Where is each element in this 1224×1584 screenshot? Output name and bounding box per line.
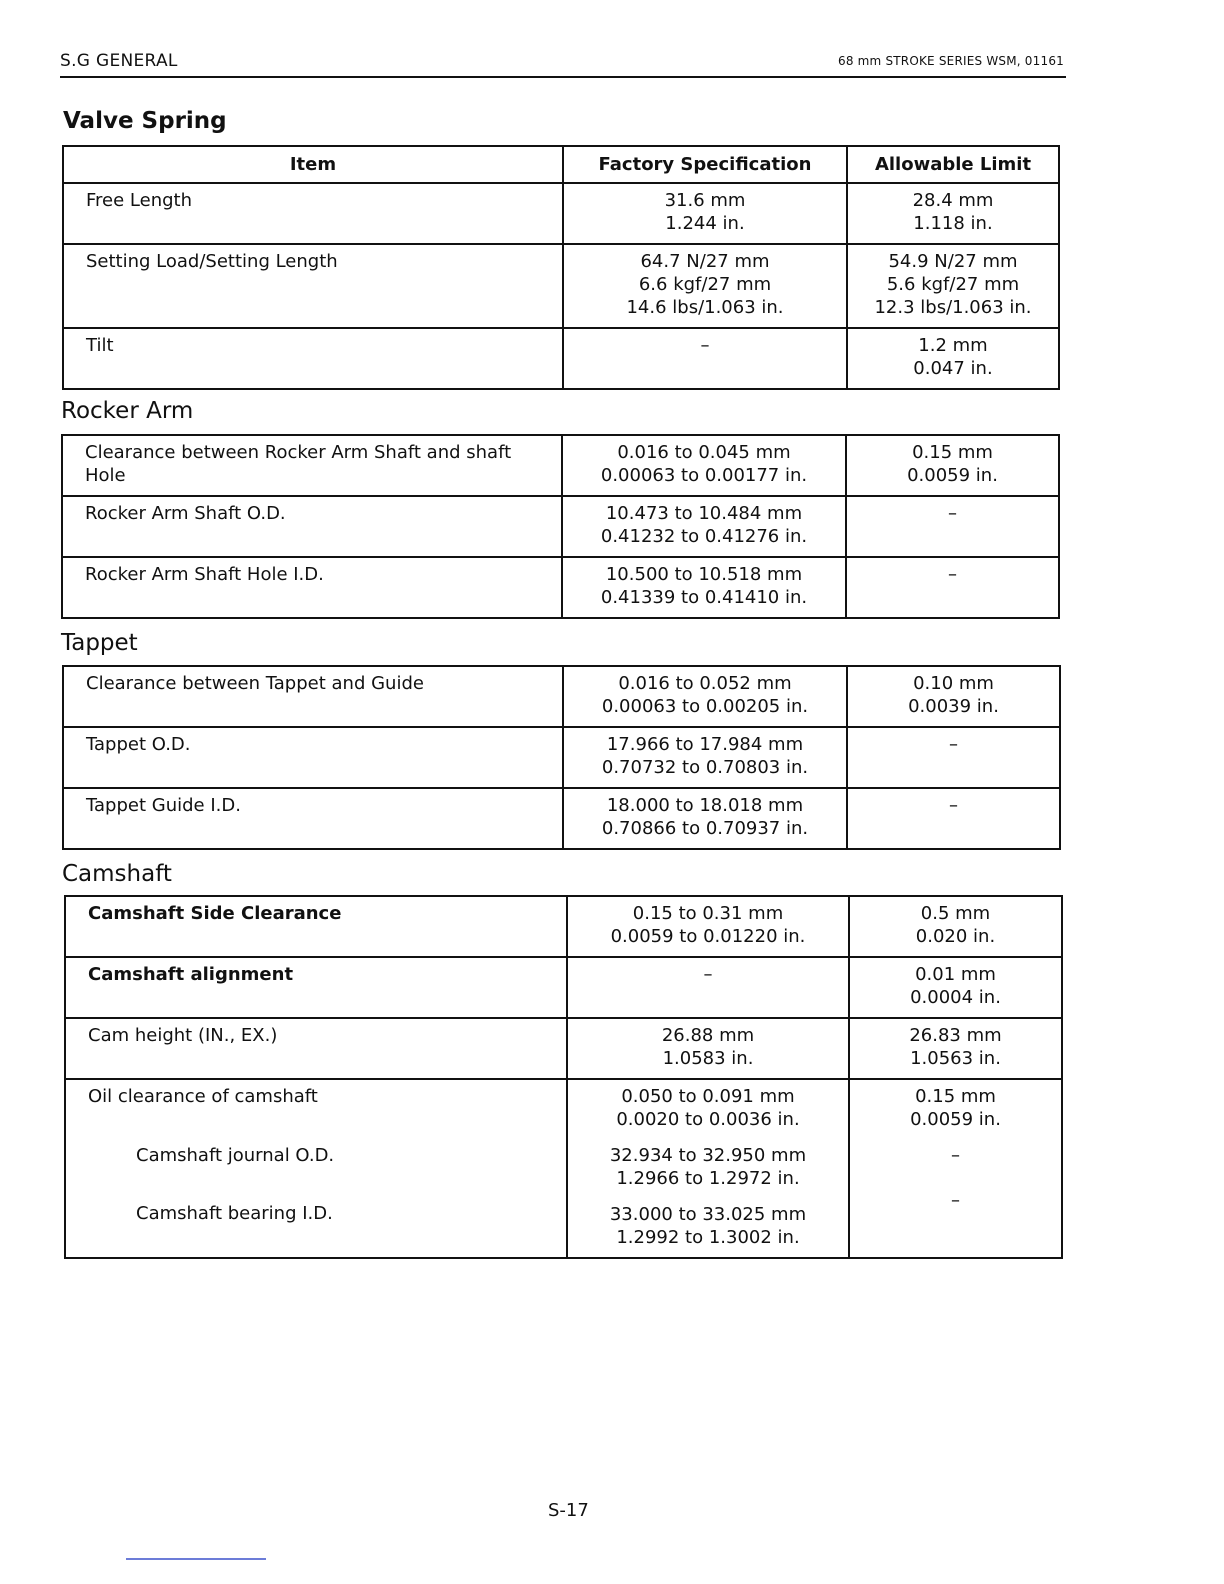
- table-row: [65, 896, 1062, 957]
- allowable-cell: –: [847, 727, 1060, 788]
- item-cell: Free Length: [63, 183, 563, 244]
- tappet-title: Tappet: [61, 630, 138, 656]
- header-manual-ref: 68 mm STROKE SERIES WSM, 01161: [837, 54, 1064, 68]
- table-row: [62, 435, 1059, 496]
- item-cell: Setting Load/Setting Length: [63, 244, 563, 328]
- table-row: [65, 1079, 1062, 1258]
- allowable-cell: 54.9 N/27 mm 5.6 kgf/27 mm 12.3 lbs/1.063 in.: [847, 244, 1059, 328]
- item-cell: Clearance between Tappet and Guide: [63, 666, 563, 727]
- item-cell: Cam height (IN., EX.): [65, 1018, 567, 1079]
- footer-rule: [126, 1558, 266, 1560]
- allowable-cell: 28.4 mm 1.118 in.: [847, 183, 1059, 244]
- page-number: S-17: [548, 1500, 589, 1521]
- item-cell: Clearance between Rocker Arm Shaft and shaft Hole: [62, 435, 562, 496]
- factory-cell: 17.966 to 17.984 mm 0.70732 to 0.70803 in.: [563, 727, 847, 788]
- factory-cell: 10.500 to 10.518 mm 0.41339 to 0.41410 in.: [562, 557, 846, 618]
- factory-cell: 31.6 mm 1.244 in.: [563, 183, 847, 244]
- page-header: [60, 48, 1066, 78]
- camshaft-table: [64, 895, 1063, 1259]
- table-row: [63, 328, 1059, 389]
- allowable-cell: –: [846, 496, 1059, 557]
- factory-cell: 26.88 mm 1.0583 in.: [567, 1018, 849, 1079]
- journal-od-label: Camshaft journal O.D.: [136, 1145, 335, 1166]
- table-row: [65, 1018, 1062, 1079]
- factory-cell: 0.016 to 0.045 mm 0.00063 to 0.00177 in.: [562, 435, 846, 496]
- item-cell: Tappet Guide I.D.: [63, 788, 563, 849]
- allowable-cell: –: [847, 788, 1060, 849]
- table-row: [63, 788, 1060, 849]
- factory-cell: 18.000 to 18.018 mm 0.70866 to 0.70937 in.: [563, 788, 847, 849]
- allowable-cell: 0.10 mm 0.0039 in.: [847, 666, 1060, 727]
- table-header-row: [63, 146, 1059, 183]
- table-row: [62, 557, 1059, 618]
- allowable-cell: 1.2 mm 0.047 in.: [847, 328, 1059, 389]
- bearing-id-label: Camshaft bearing I.D.: [136, 1203, 333, 1224]
- allowable-cell: 0.5 mm 0.020 in.: [849, 896, 1062, 957]
- tappet-table: [62, 665, 1061, 850]
- factory-cell: 10.473 to 10.484 mm 0.41232 to 0.41276 in.: [562, 496, 846, 557]
- header-section-title: S.G GENERAL: [60, 51, 178, 71]
- factory-cell: –: [563, 328, 847, 389]
- table-row: [62, 496, 1059, 557]
- allowable-cell: 0.15 mm 0.0059 in.: [846, 435, 1059, 496]
- col-header-allowable: Allowable Limit: [847, 146, 1059, 183]
- col-header-factory: Factory Specification: [563, 146, 847, 183]
- factory-cell: 0.15 to 0.31 mm 0.0059 to 0.01220 in.: [567, 896, 849, 957]
- table-row: [63, 727, 1060, 788]
- factory-cell: 0.016 to 0.052 mm 0.00063 to 0.00205 in.: [563, 666, 847, 727]
- factory-cell: 64.7 N/27 mm 6.6 kgf/27 mm 14.6 lbs/1.063 in.: [563, 244, 847, 328]
- valve-spring-title: Valve Spring: [63, 108, 227, 134]
- table-row: [63, 244, 1059, 328]
- oil-clearance-label: Oil clearance of camshaft: [88, 1086, 318, 1107]
- factory-cell: 0.050 to 0.091 mm 0.0020 to 0.0036 in. 32.934 to 32.950 mm 1.2966 to 1.2972 in. 33.000 to 33.025 mm 1.2992 to 1.3002 in.: [567, 1079, 849, 1258]
- item-cell: Tappet O.D.: [63, 727, 563, 788]
- table-row: [63, 666, 1060, 727]
- allowable-cell: 26.83 mm 1.0563 in.: [849, 1018, 1062, 1079]
- item-cell: Rocker Arm Shaft Hole I.D.: [62, 557, 562, 618]
- item-cell: Rocker Arm Shaft O.D.: [62, 496, 562, 557]
- allowable-cell: 0.01 mm 0.0004 in.: [849, 957, 1062, 1018]
- item-cell: Camshaft Side Clearance: [65, 896, 567, 957]
- valve-spring-table: [62, 145, 1060, 390]
- rocker-arm-title: Rocker Arm: [61, 398, 194, 424]
- item-cell: Camshaft alignment: [65, 957, 567, 1018]
- camshaft-title: Camshaft: [62, 861, 172, 887]
- table-row: [65, 957, 1062, 1018]
- col-header-item: Item: [63, 146, 563, 183]
- table-row: [63, 183, 1059, 244]
- factory-cell: –: [567, 957, 849, 1018]
- allowable-cell: 0.15 mm 0.0059 in. – –: [849, 1079, 1062, 1258]
- item-cell: Tilt: [63, 328, 563, 389]
- rocker-arm-table: [61, 434, 1060, 619]
- allowable-cell: –: [846, 557, 1059, 618]
- item-cell: [65, 1079, 567, 1258]
